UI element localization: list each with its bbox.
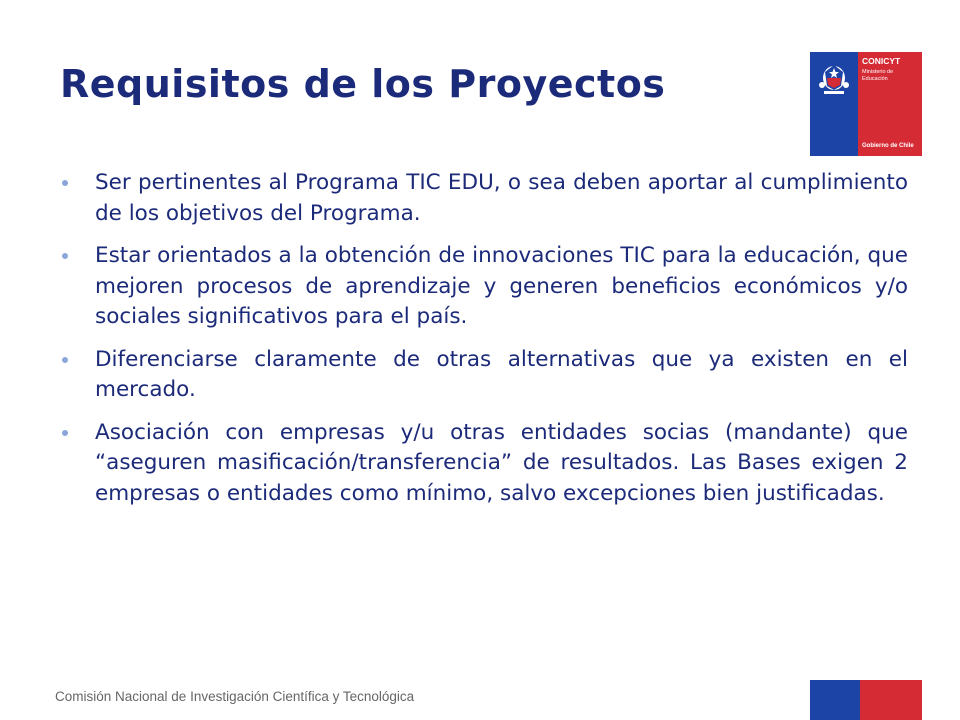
requirements-list (62, 168, 908, 521)
footer-flag-bar (810, 680, 922, 720)
requirement-text: Diferenciarse claramente de otras alternativas que ya existen en el mercado. (95, 346, 908, 402)
logo-subtitle-line2: Educación (862, 76, 888, 82)
logo-name: CONICYT (862, 56, 901, 66)
requirement-text: Asociación con empresas y/u otras entidades socias (mandante) que “aseguren masificación/transferencia” de resultados. Las Bases exigen 2 empresas o entidades como mínimo, salvo excepciones bien justificadas. (95, 419, 908, 506)
requirement-text: Estar orientados a la obtención de innovaciones TIC para la educación, que mejoren procesos de aprendizaje y generen beneficios económicos y/o sociales significativos para el país. (95, 243, 908, 329)
flag-blue-block (810, 680, 860, 720)
logo-government: Gobierno de Chile (862, 143, 914, 149)
footer-text: Comisión Nacional de Investigación Científica y Tecnológica (55, 689, 415, 704)
logo-red-panel (858, 52, 922, 156)
requirement-item (62, 345, 908, 406)
bullet-icon (62, 253, 68, 259)
logo-subtitle-line1: Ministerio de (862, 69, 894, 75)
conicyt-logo (810, 52, 922, 156)
requirement-item (62, 418, 908, 510)
requirement-text: Ser pertinentes al Programa TIC EDU, o sea deben aportar al cumplimiento de los objetivos del Programa. (95, 170, 908, 226)
bullet-icon (62, 357, 68, 363)
bullet-icon (62, 180, 68, 186)
slide-title: Requisitos de los Proyectos (60, 62, 666, 106)
requirement-item (62, 241, 908, 333)
bullet-icon (62, 430, 68, 436)
requirement-item (62, 168, 908, 229)
flag-red-block (860, 680, 922, 720)
